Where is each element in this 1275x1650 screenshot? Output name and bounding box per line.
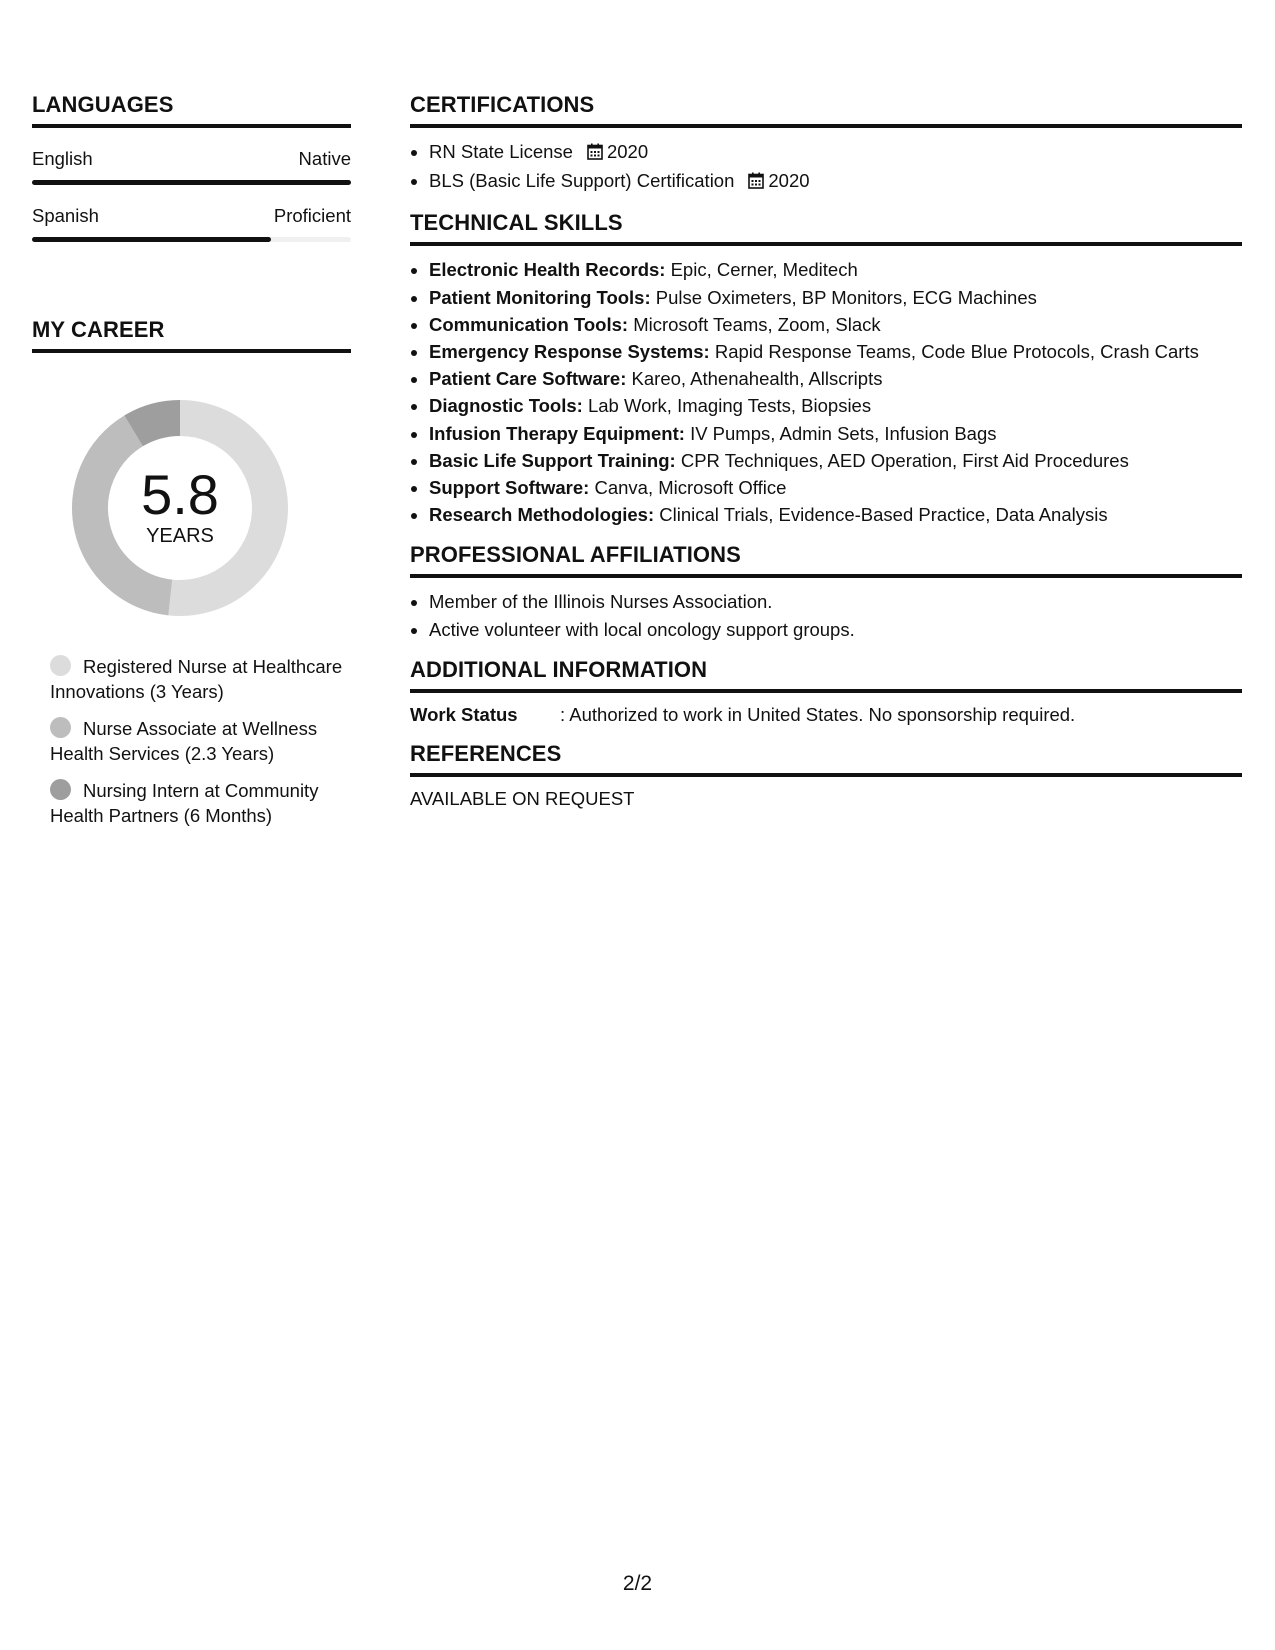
certifications-list: [410, 138, 1242, 196]
certifications-heading: CERTIFICATIONS: [410, 92, 1242, 128]
skill-item: [429, 501, 1242, 528]
career-donut-chart: [65, 393, 295, 623]
career-heading: MY CAREER: [32, 317, 351, 353]
affiliation-item: • Member of the Illinois Nurses Association.: [429, 588, 1242, 615]
work-status-key: Work Status: [410, 703, 518, 725]
language-proficiency-bar: [32, 180, 351, 185]
calendar-icon: [587, 140, 603, 167]
skill-value: Pulse Oximeters, BP Monitors, ECG Machines: [655, 286, 1037, 308]
skill-item: [429, 256, 1242, 283]
donut-center: [65, 393, 295, 623]
languages-heading: LANGUAGES: [32, 92, 351, 128]
language-item: [32, 205, 351, 242]
affiliations-list: [410, 588, 1242, 642]
skill-value: Lab Work, Imaging Tests, Biopsies: [587, 395, 872, 417]
skill-value: IV Pumps, Admin Sets, Infusion Bags: [690, 422, 997, 444]
skill-item: [429, 365, 1242, 392]
legend-dot-icon: [50, 779, 71, 800]
additional-info-heading: ADDITIONAL INFORMATION: [410, 657, 1242, 693]
skill-value: Rapid Response Teams, Code Blue Protocols, Crash Carts: [714, 341, 1199, 363]
page-number: 2/2: [622, 1572, 653, 1595]
career-legend-label: Registered Nurse at Healthcare Innovations (3 Years): [50, 656, 343, 702]
certification-item: [429, 167, 1242, 196]
skill-value: Kareo, Athenahealth, Allscripts: [631, 368, 883, 390]
skill-value: Microsoft Teams, Zoom, Slack: [633, 313, 881, 335]
certification-name: BLS (Basic Life Support) Certification: [429, 170, 735, 192]
career-total-unit: YEARS: [146, 525, 214, 547]
skill-label: Infusion Therapy Equipment:: [429, 422, 685, 444]
calendar-icon: [748, 169, 764, 196]
references-section: [410, 741, 1242, 811]
work-status-value: : Authorized to work in United States. No sponsorship required.: [560, 703, 1076, 725]
certification-year: 2020: [768, 170, 810, 192]
affiliations-heading: PROFESSIONAL AFFILIATIONS: [410, 542, 1242, 578]
language-name: English: [32, 148, 93, 169]
career-total-value: 5.8: [141, 463, 219, 526]
left-column: [32, 92, 351, 841]
references-heading: REFERENCES: [410, 741, 1242, 777]
skill-item: [429, 338, 1242, 365]
skill-value: CPR Techniques, AED Operation, First Aid Procedures: [680, 449, 1129, 471]
skill-value: Clinical Trials, Evidence-Based Practice, Data Analysis: [659, 504, 1108, 526]
skill-label: Support Software:: [429, 477, 590, 499]
career-legend-item: [50, 655, 350, 704]
skill-item: [429, 474, 1242, 501]
language-name: Spanish: [32, 205, 99, 226]
additional-info-section: [410, 657, 1242, 727]
skill-item: [429, 447, 1242, 474]
career-legend: [50, 655, 350, 828]
legend-dot-icon: [50, 655, 71, 676]
career-legend-label: Nursing Intern at Community Health Partners (6 Months): [50, 780, 319, 826]
language-proficiency-fill: [32, 180, 351, 185]
technical-skills-list: [410, 256, 1242, 528]
career-legend-label: Nurse Associate at Wellness Health Services (2.3 Years): [50, 718, 318, 764]
career-legend-item: [50, 717, 350, 766]
skill-label: Electronic Health Records:: [429, 259, 666, 281]
certification-year: 2020: [606, 141, 649, 162]
language-level: Native: [298, 148, 351, 169]
certification-name: RN State License: [429, 141, 573, 162]
skill-label: Patient Monitoring Tools:: [429, 286, 651, 308]
work-status-row: [410, 703, 1242, 727]
affiliation-item: • Active volunteer with local oncology support groups.: [429, 616, 1242, 643]
language-level: Proficient: [273, 205, 351, 226]
affiliations-section: [410, 542, 1242, 642]
certifications-section: [410, 92, 1242, 196]
skill-label: Patient Care Software:: [429, 368, 627, 390]
skill-value: Canva, Microsoft Office: [594, 477, 787, 499]
certification-item: [429, 138, 1242, 167]
language-proficiency-bar: [32, 237, 351, 242]
legend-dot-icon: [50, 717, 71, 738]
technical-skills-section: [410, 210, 1242, 528]
references-text: AVAILABLE ON REQUEST: [410, 787, 635, 809]
right-column: [410, 92, 1242, 825]
skill-item: [429, 311, 1242, 338]
skill-label: Emergency Response Systems:: [429, 341, 710, 363]
skill-label: Research Methodologies:: [429, 504, 655, 526]
skill-label: Communication Tools:: [429, 313, 629, 335]
skill-value: Epic, Cerner, Meditech: [670, 259, 858, 281]
skill-item: [429, 392, 1242, 419]
skill-label: Basic Life Support Training:: [429, 449, 676, 471]
career-legend-item: [50, 779, 350, 828]
skill-label: Diagnostic Tools:: [429, 395, 583, 417]
skill-item: [429, 420, 1242, 447]
technical-skills-heading: TECHNICAL SKILLS: [410, 210, 1242, 246]
language-proficiency-fill: [32, 237, 271, 242]
language-item: [32, 148, 351, 185]
skill-item: [429, 284, 1242, 311]
